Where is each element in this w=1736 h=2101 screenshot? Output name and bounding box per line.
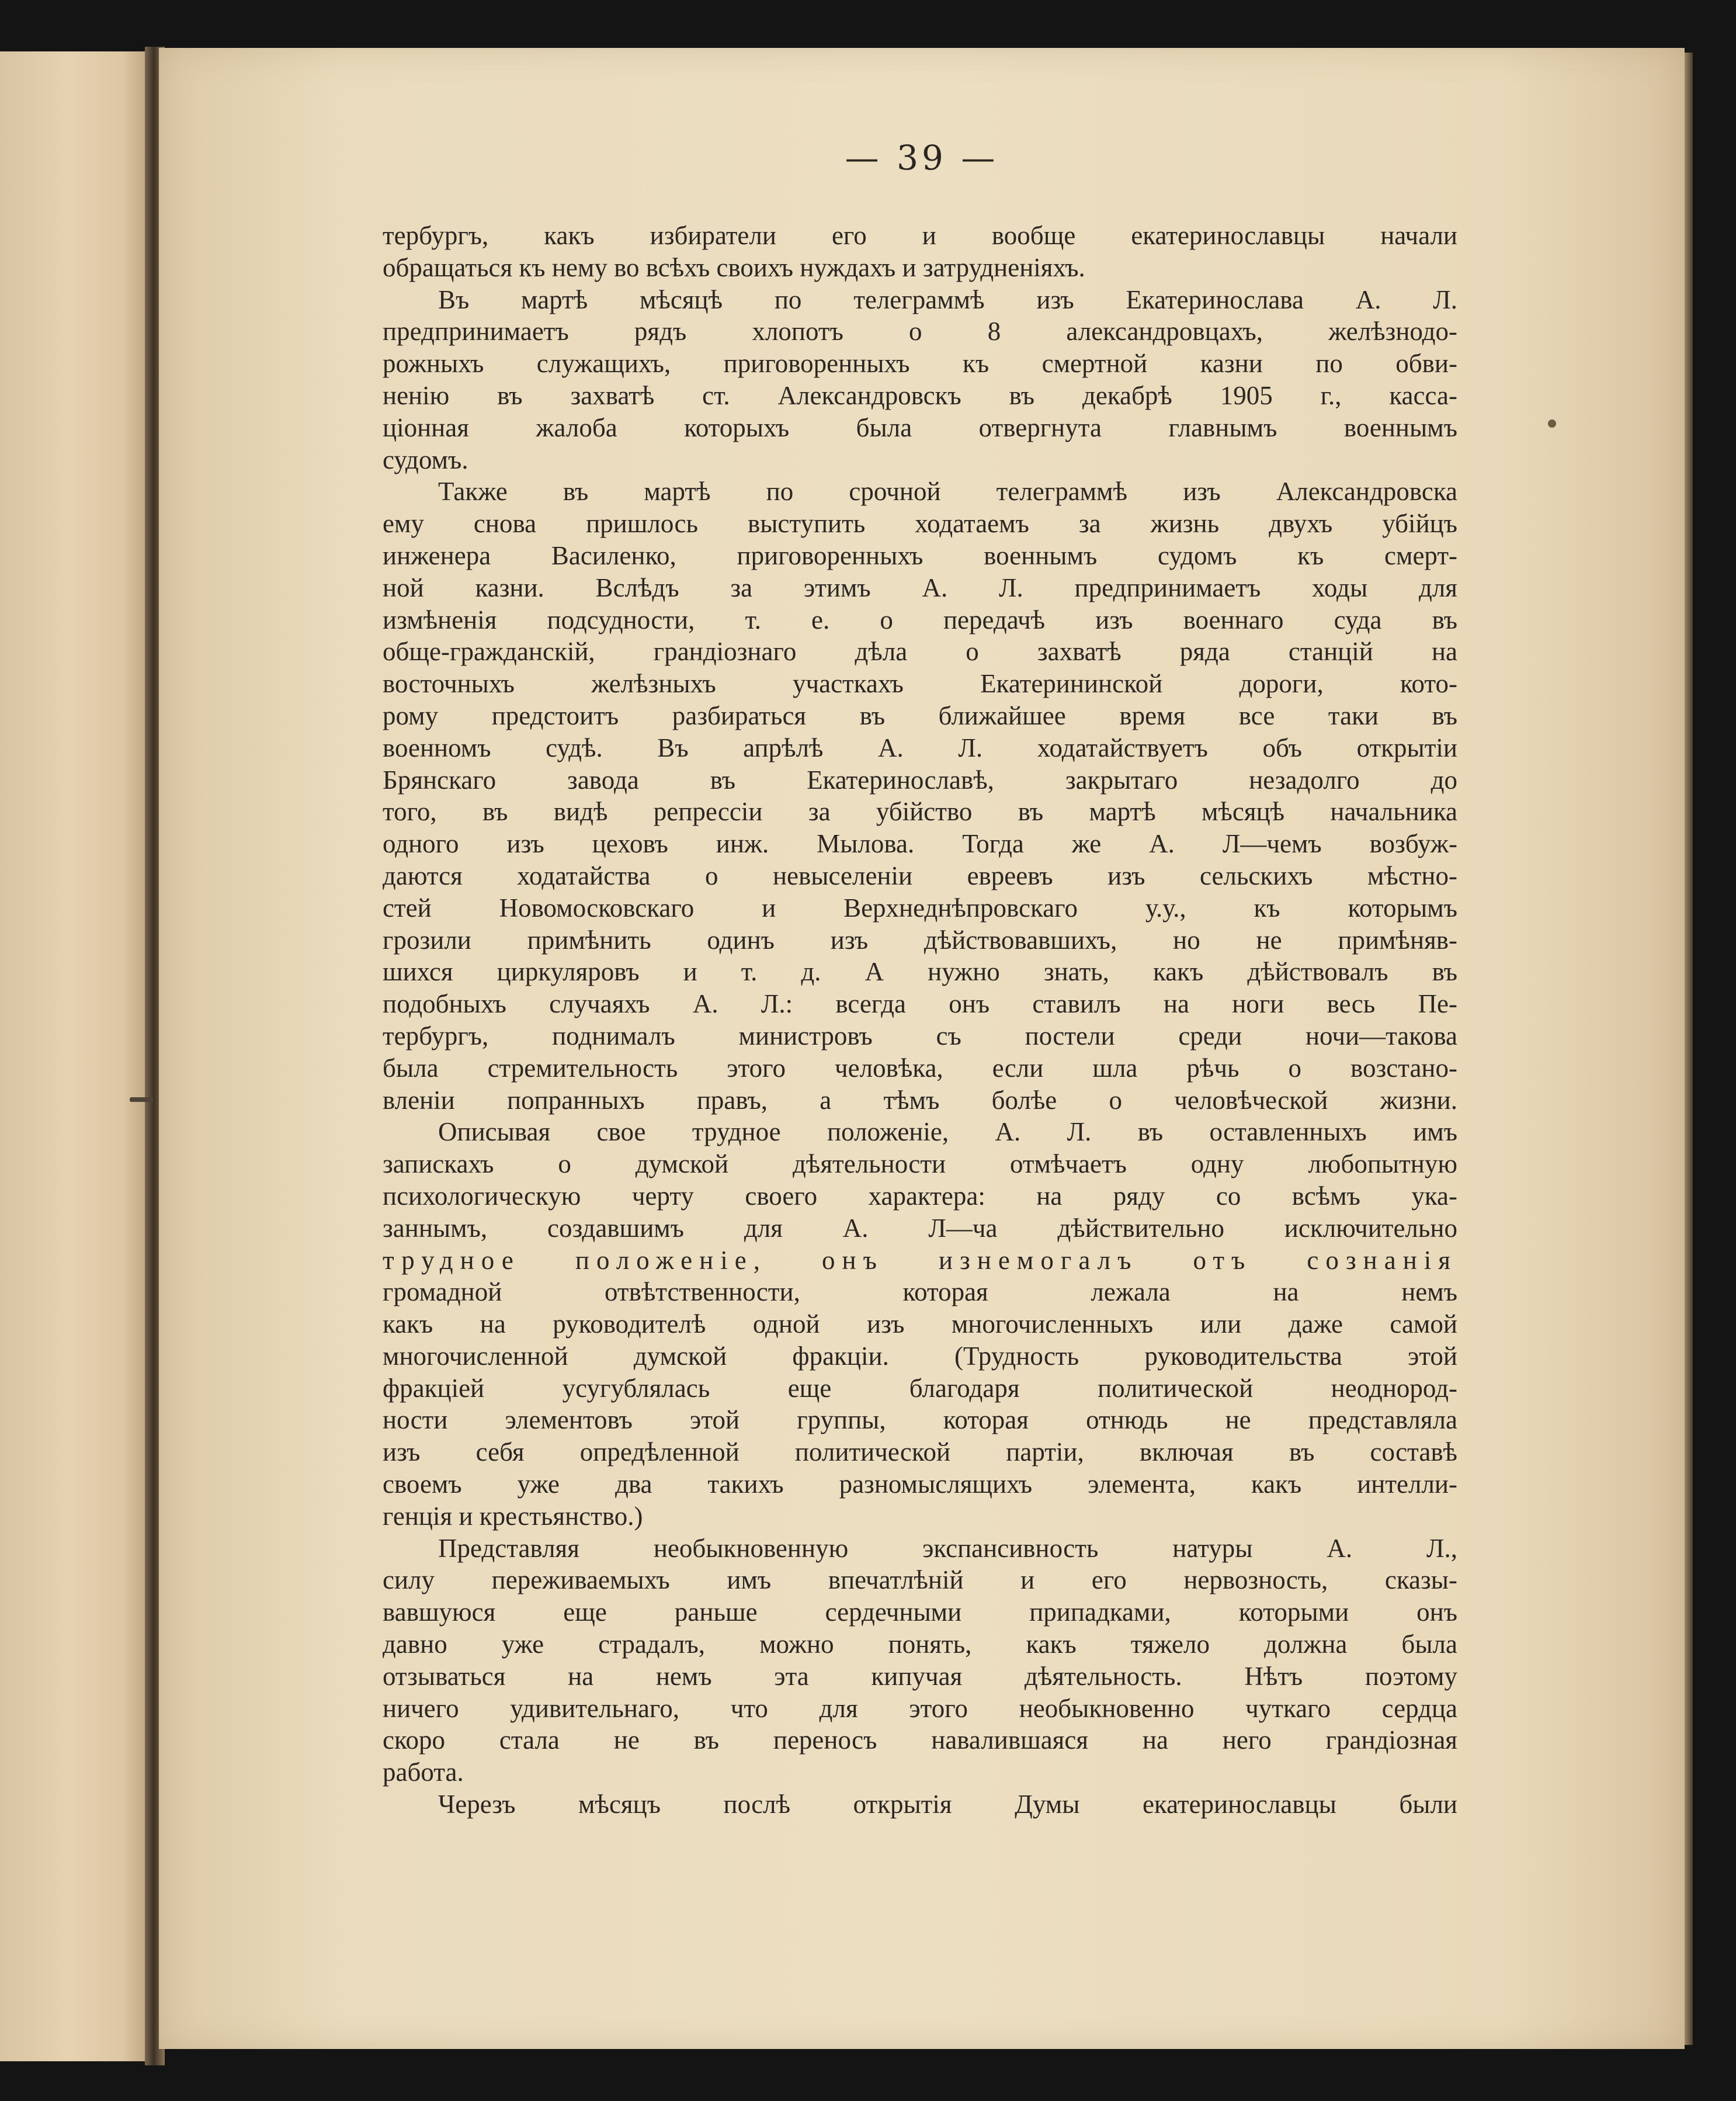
text-line: судомъ.: [383, 445, 468, 474]
text-line: шихся циркуляровъ и т. д. А нужно знать, какъ дѣйствовалъ въ: [383, 957, 1457, 987]
text-line: восточныхъ желѣзныхъ участкахъ Екатерининской дороги, кото-: [383, 669, 1457, 699]
text-line: военномъ судѣ. Въ апрѣлѣ А. Л. ходатайствуетъ объ открытіи: [383, 733, 1457, 762]
text-line: ему снова пришлось выступить ходатаемъ за жизнь двухъ убійцъ: [383, 509, 1457, 539]
text-line: работа.: [383, 1757, 464, 1787]
text-line: измѣненія подсудности, т. е. о передачѣ изъ военнаго суда въ: [383, 605, 1457, 635]
text-line: своемъ уже два такихъ разномыслящихъ элемента, какъ интелли-: [383, 1469, 1457, 1499]
text-line: стей Новомосковскаго и Верхнеднѣпровскаго у.у., къ которымъ: [383, 893, 1457, 923]
page-number: — 39 —: [845, 138, 999, 178]
text-line: подобныхъ случаяхъ А. Л.: всегда онъ ставилъ на ноги весь Пе-: [383, 989, 1457, 1019]
margin-mark: [130, 1097, 153, 1102]
text-line: отзываться на немъ эта кипучая дѣятельность. Нѣтъ поэтому: [383, 1661, 1457, 1691]
text-line: Также въ мартѣ по срочной телеграммѣ изъ Александровска: [438, 477, 1457, 507]
text-line: одного изъ цеховъ инж. Мылова. Тогда же А. Л—чемъ возбуж-: [383, 829, 1457, 859]
page-text: [383, 220, 1457, 1821]
text-line: ненію въ захватѣ ст. Александровскъ въ декабрѣ 1905 г., касса-: [383, 380, 1457, 410]
text-line: обращаться къ нему во всѣхъ своихъ нуждахъ и затрудненіяхъ.: [383, 252, 1085, 282]
text-line: инженера Василенко, приговоренныхъ военнымъ судомъ къ смерт-: [383, 540, 1457, 570]
text-line: психологическую черту своего характера: на ряду со всѣмъ ука-: [383, 1181, 1457, 1211]
right-page-edge: [1685, 53, 1693, 2045]
left-page-edge: [0, 51, 153, 2061]
text-line: Представляя необыкновенную экспансивность натуры А. Л.,: [438, 1533, 1457, 1563]
text-line: какъ на руководителѣ одной изъ многочисленныхъ или даже самой: [383, 1309, 1457, 1339]
text-line: даются ходатайства о невыселеніи евреевъ изъ сельскихъ мѣстно-: [383, 861, 1457, 890]
text-line: запискахъ о думской дѣятельности отмѣчаетъ одну любопытную: [383, 1149, 1457, 1179]
text-line: ціонная жалоба которыхъ была отвергнута главнымъ военнымъ: [383, 412, 1457, 442]
text-line: тербургъ, поднималъ министровъ съ постели среди ночи—такова: [383, 1021, 1457, 1050]
text-line: того, въ видѣ репрессіи за убійство въ мартѣ мѣсяцѣ начальника: [383, 797, 1457, 827]
text-line: рожныхъ служащихъ, приговоренныхъ къ смертной казни по обви-: [383, 349, 1457, 379]
text-line: громадной отвѣтственности, которая лежала на немъ: [383, 1277, 1457, 1307]
text-line: вавшуюся еще раньше сердечными припадками, которыми онъ: [383, 1597, 1457, 1627]
text-line: грозили примѣнить одинъ изъ дѣйствовавшихъ, но не примѣняв-: [383, 925, 1457, 955]
text-line: изъ себя опредѣленной политической партіи, включая въ составѣ: [383, 1437, 1457, 1467]
text-line: предпринимаетъ рядъ хлопотъ о 8 александровцахъ, желѣзнодо-: [383, 317, 1457, 346]
text-line: ности элементовъ этой группы, которая отнюдь не представляла: [383, 1405, 1457, 1435]
ink-spot: [1548, 419, 1556, 428]
text-line: обще-гражданскій, грандіознаго дѣла о захватѣ ряда станцій на: [383, 637, 1457, 667]
text-line: давно уже страдалъ, можно понять, какъ тяжело должна была: [383, 1630, 1457, 1659]
text-line: силу переживаемыхъ имъ впечатлѣній и его нервозность, сказы-: [383, 1565, 1457, 1595]
text-line: Въ мартѣ мѣсяцѣ по телеграммѣ изъ Екатеринослава А. Л.: [438, 285, 1457, 314]
text-line: скоро стала не въ переносъ навалившаяся на него грандіозная: [383, 1725, 1457, 1755]
text-line: трудное положеніе, онъ изнемогалъ отъ сознанія: [383, 1245, 1457, 1275]
text-line: Описывая свое трудное положеніе, А. Л. въ оставленныхъ имъ: [438, 1117, 1457, 1147]
text-line: заннымъ, создавшимъ для А. Л—ча дѣйствительно исключительно: [383, 1213, 1457, 1243]
text-line: была стремительность этого человѣка, если шла рѣчь о возстано-: [383, 1053, 1457, 1083]
text-line: рому предстоитъ разбираться въ ближайшее время все таки въ: [383, 701, 1457, 730]
text-line: генція и крестьянство.): [383, 1501, 643, 1531]
text-line: Черезъ мѣсяцъ послѣ открытія Думы екатеринославцы были: [438, 1790, 1457, 1819]
text-line: ничего удивительнаго, что для этого необыкновенно чуткаго сердца: [383, 1693, 1457, 1723]
text-line: тербургъ, какъ избиратели его и вообще екатеринославцы начали: [383, 221, 1457, 250]
text-line: фракціей усугублялась еще благодаря политической неоднород-: [383, 1373, 1457, 1403]
text-line: ной казни. Вслѣдъ за этимъ А. Л. предпринимаетъ ходы для: [383, 573, 1457, 602]
text-line: многочисленной думской фракціи. (Трудность руководительства этой: [383, 1341, 1457, 1371]
text-line: Брянскаго завода въ Екатеринославѣ, закрытаго незадолго до: [383, 765, 1457, 795]
text-line: вленіи попранныхъ правъ, а тѣмъ болѣе о человѣческой жизни.: [383, 1085, 1457, 1115]
